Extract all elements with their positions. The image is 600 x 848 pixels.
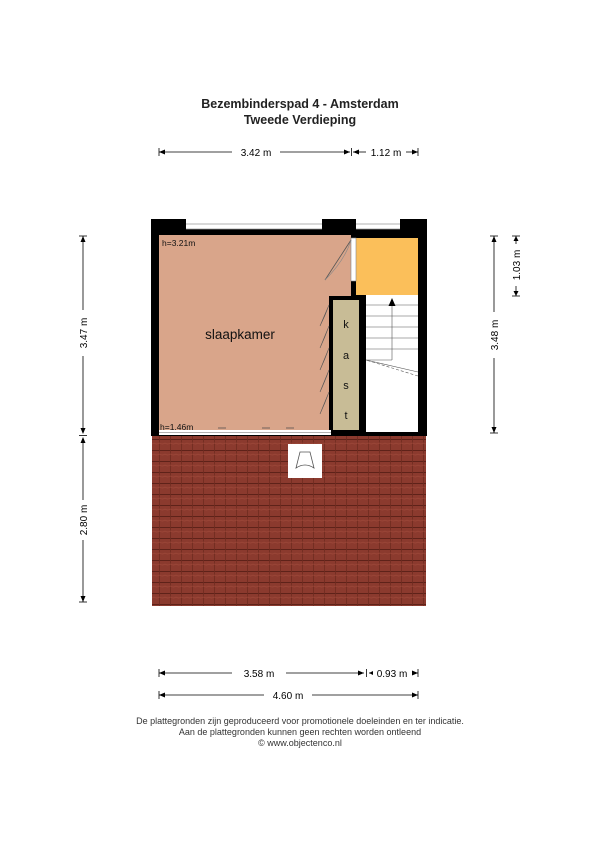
address-title: Bezembinderspad 4 - Amsterdam: [201, 97, 399, 111]
roof-window: [288, 444, 322, 478]
landing-floor: [356, 238, 418, 295]
dim-right-full-label: 3.48 m: [490, 319, 501, 351]
closet-letter-a: a: [342, 350, 350, 362]
footer-disclaimer-2: Aan de plattegronden kunnen geen rechten worden ontleend: [178, 727, 422, 737]
dim-top-left-label: 3.42 m: [240, 148, 272, 159]
dim-right-small-label: 1.03 m: [512, 249, 523, 281]
footer-disclaimer-1: De plattegronden zijn geproduceerd voor promotionele doeleinden en ter indicatie.: [136, 716, 464, 726]
height-high-label: h=3.21m: [162, 238, 196, 248]
floor-title: Tweede Verdieping: [243, 113, 357, 127]
dim-bottom-total-label: 4.60 m: [272, 691, 304, 702]
closet-letter-s: s: [343, 380, 349, 392]
bedroom-label: slaapkamer: [205, 327, 275, 342]
dim-bottom-right-label: 0.93 m: [376, 669, 408, 680]
height-low-label: h=1.46m: [160, 422, 194, 432]
dim-top-right-label: 1.12 m: [370, 148, 402, 159]
dim-bottom-left-label: 3.58 m: [243, 669, 275, 680]
dim-left-lower-label: 2.80 m: [79, 504, 90, 536]
dim-left-upper-label: 3.47 m: [79, 317, 90, 349]
closet-letter-k: k: [343, 319, 349, 331]
closet-letter-t: t: [344, 410, 348, 422]
footer-copyright: © www.objectenco.nl: [258, 738, 342, 748]
dimension-left: [79, 236, 87, 602]
top-window: [186, 219, 400, 229]
